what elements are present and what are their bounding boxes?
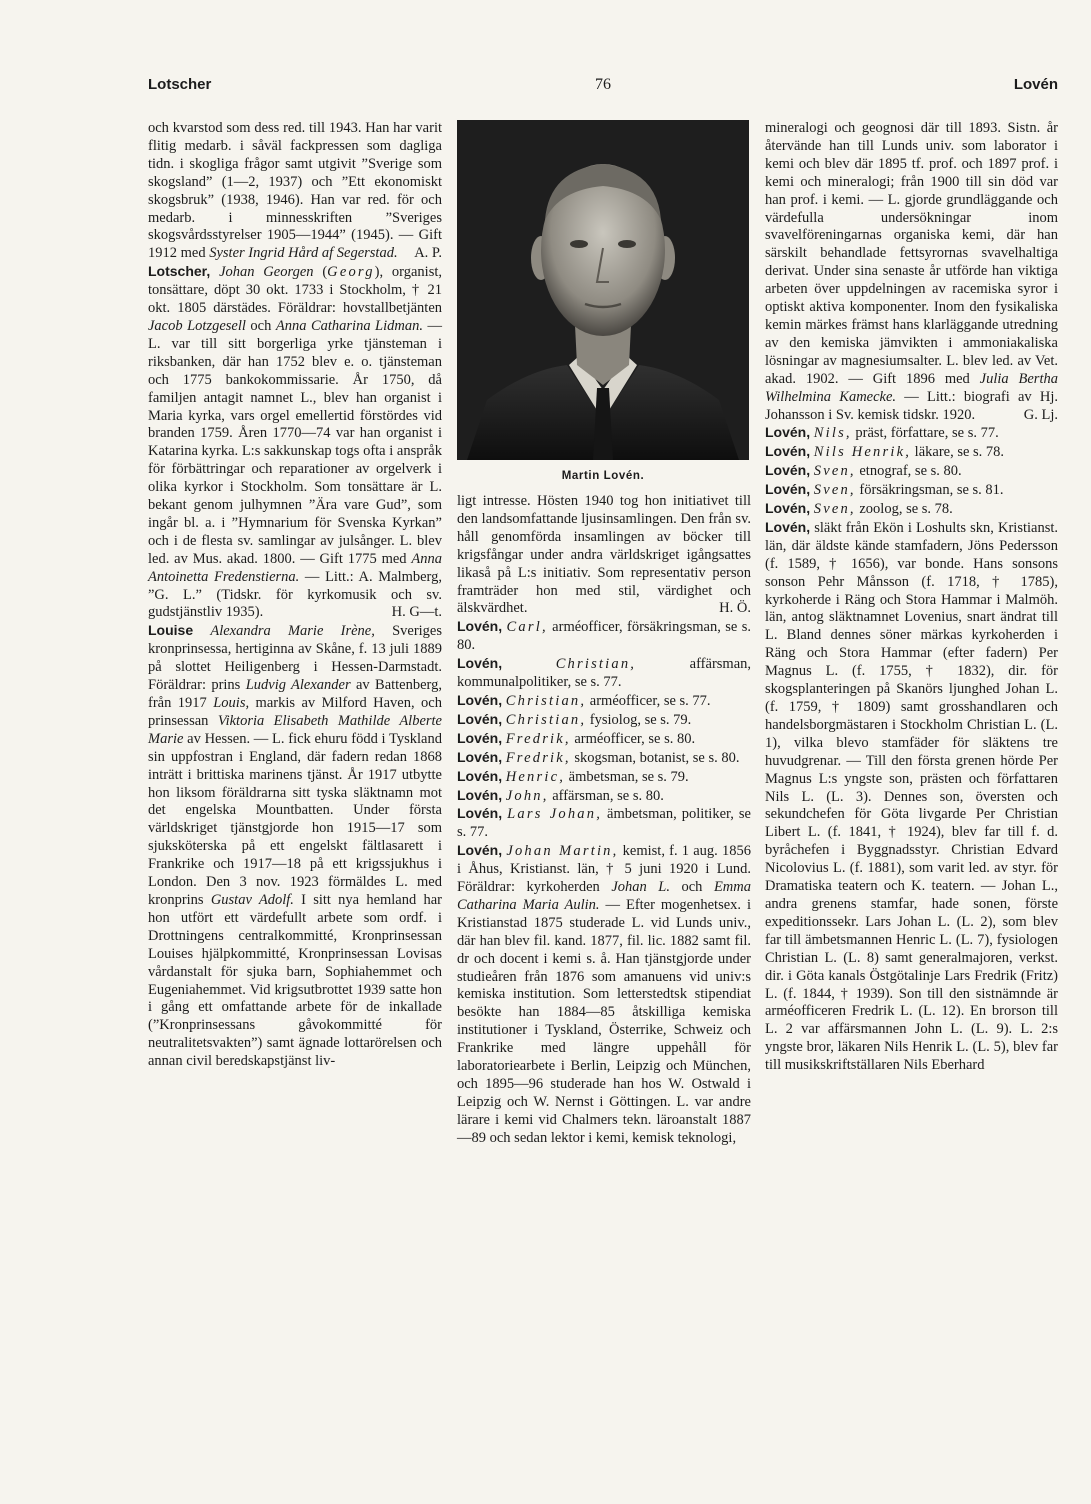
paragraph: mineralogi och geognosi där till 1893. Sistn. år återvände han till Lunds univ. som laborator i kemi och blev där 1895 tf. prof. och 1897 prof. i kemi och mineralogi; från 1900 till sin död var han prof. i kemi. — L. gjorde grundläggande och värdefulla undersökningar inom svavelföreningarnas organiska kemi, där han särskilt behandlade fettsyrornas svavelhaltiga derivat. Under sina senaste år utförde han viktiga arbeten över uppdelningen av racemiska syror i optiskt aktiva komponenter. Inom den fysikaliska kemin märkes främst hans klarläggande utredning av den kemiska jämvikten i ammoniakaliska lösningar av magnesiumsalter. L. blev led. av Vet. akad. 1902. — Gift 1896 med Julia Bertha Wilhelmina Kamecke. — Litt.: biografi av Hj. Johansson i Sv. kemisk tidskr. 1920. G. Lj.	[765, 120, 1059, 423]
signature: H. G—t.	[391, 604, 442, 621]
cross-reference: Lovén, Fredrik, skogsman, botanist, se s. 80.	[457, 748, 740, 766]
column-right	[765, 120, 1058, 1075]
cross-reference: Lovén, Nils Henrik, läkare, se s. 78.	[765, 443, 1005, 461]
cross-reference: Lovén, Sven, zoolog, se s. 78.	[765, 500, 953, 518]
entry-johan-martin: Lovén, Johan Martin, kemist, f. 1 aug. 1856 i Åhus, Kristianst. län, † 5 juni 1920 i Lund. Föräldrar: kyrkoherden Johan L. och Emma Catharina Maria Aulin. — Efter mogenhetsex. i Kristianstad 1875 studerade L. vid Lunds univ., där han blev fil. kand. 1877, fil. lic. 1882 samt fil. dr och docent i kemi s. å. Han tjänstgjorde under studieåren från 1876 som amanuens vid univ:s kemiska institution. Som letterstedtsk stipendiat besökte han 1884—85 åtskilliga kemiska institutioner i Tyskland, Österrike, Schweiz och Frankrike med längre uppehåll för laboratoriearbete i Berlin, Leipzig och München, och 1895—96 studerade han hos W. Ostwald i Leipzig och W. Nernst i Göttingen. L. var andre lärare i kemi vid Chalmers tekn. läroanstalt 1887—89 och sedan lektor i kemi, kemisk teknologi,	[457, 842, 752, 1146]
entry-headword: Lotscher,	[148, 263, 211, 280]
signature: G. Lj.	[1023, 406, 1058, 423]
entry-loven-family: Lovén, släkt från Ekön i Loshults skn, Kristianst. län, där äldste kände stamfadern, Jöns Pedersson (f. 1589, † 1656), var bonde. Hans sonsons sonson Pehr Månsson (f. 1718, † 1785), kyrkoherde i Räng och Stora Hammar i Malmöh. län, antog släktnamnet Lovenius, snart ändrat till L. Bland dennes söner märkas kyrkoherden i Räng och Stora Hammar (efter fadern) Per Magnus L. (f. 1755, † 1832), dir. för skogsplanteringen på Skanörs ljunghed Johan L. (f. 1759, † 1809) samt grosshandlaren och handelsborgmästaren i Stockholm Christian L. (L. 1), vilka blevo stamfäder för släktens tre huvudgrenar. — Till den första grenen hörde Per Magnus L:s yngste son, prästen och författaren Nils L. (L. 3). Dennes son, översten och sekundchefen för Göta livgarde Per Christian Libert L. (f. 1841, † 1924), blev far till f. d. byråchefen i Byggnadsstyr. Christian Edvard Nicolovius L. (f. 1881), som varit led. av styr. för Dramatiska teatern och K. teatern. — Johan L., andra grenens stamfar, hade sonen, förste expeditionssekr. Lars Johan L. (L. 2), som blev far till ämbetsmannen Henric L. (L. 7), fysiologen Christian L. (L. 8) samt generalmajoren, verkst. dir. i Göta kanals Östgötalinje Lars Fredrik (Fritz) L. (f. 1844, † 1939). Son till den sistnämnde är arméofficeren Fredrik L. (L. 12). En brorson till L. 2 var affärsmannen John L. (L. 9). L. 2:s yngste bror, läkaren Nils Henrik L. (L. 5), blev far till musikskriftställaren Nils Eberhard	[765, 518, 1058, 1074]
paragraph: och kvarstod som dess red. till 1943. Han har varit flitig medarb. i såväl fackpressen som dagliga tidn. i skogliga frågor samt utgivit ”Sverige som skogsland” (1—2, 1937) och ”Ett ekonomiskt skogsbruk” (1938, 1946). Han var red. för och medarb. i minnesskriften ”Sveriges skogsvårdsstyrelser 1905—1944” (1945). — Gift 1912 med Syster Ingrid Hård af Segerstad. A. P.	[148, 120, 442, 262]
running-header	[148, 76, 1058, 98]
paragraph: ligt intresse. Hösten 1940 tog hon initiativet till den landsomfattande ljusinsamlingen. Den från sv. håll genomförda insamlingen av böcker till krigsfångar under andra världskriget igångsattes likaså på L:s initiativ. Som representativ person framträder hon med stil, värdighet och älskvärdhet. H. Ö.	[457, 493, 751, 617]
page-number: 76	[595, 76, 611, 93]
entry-headword: Lovén,	[457, 842, 503, 859]
signature: H. Ö.	[719, 600, 751, 617]
cross-reference: Lovén, Lars Johan, ämbetsman, politiker, se s. 77.	[457, 805, 751, 841]
cross-reference: Lovén, Henric, ämbetsman, se s. 79.	[457, 767, 689, 785]
portrait-illustration	[457, 120, 749, 460]
cross-reference: Lovén, Fredrik, arméofficer, se s. 80.	[457, 729, 696, 747]
column-middle	[457, 493, 751, 1148]
entry-headword: Lovén,	[765, 518, 811, 535]
cross-reference: Lovén, Sven, etnograf, se s. 80.	[765, 462, 962, 480]
cross-reference: Lovén, Christian, fysiolog, se s. 79.	[457, 710, 692, 728]
cross-reference: Lovén, Nils, präst, författare, se s. 77.	[765, 424, 999, 442]
signature: A. P.	[414, 245, 442, 262]
header-left-word: Lotscher	[148, 76, 212, 93]
portrait-photo	[457, 120, 749, 460]
cross-reference: Lovén, Sven, försäkringsman, se s. 81.	[765, 481, 1004, 499]
photo-caption: Martin Lovén.	[561, 470, 645, 482]
cross-reference: Lovén, Christian, arméofficer, se s. 77.	[457, 691, 711, 709]
entry-lotscher: Lotscher, Johan Georgen (Georg), organist, tonsättare, döpt 30 okt. 1733 i Stockholm, † 21 okt. 1805 därstädes. Föräldrar: hovstallbetjänten Jacob Lotzgesell och Anna Catharina Lidman. — L. var till sitt borgerliga yrke tjänsteman i riksbanken, där han 1752 blev e. o. tjänsteman och 1775 bankokommissarie. År 1750, då familjen antagit namnet L., blev han organist i Maria kyrka, vars orgel emellertid förstördes vid branden 1759. Åren 1770—74 var han organist i Katarina kyrka. L:s sakkunskap togs ofta i anspråk för förbättringar och reparationer av orgelverk i olika kyrkor i Stockholm. Som tonsättare är L. bekant genom julhymnen ”Ära vare Gud”, som ingår bl. a. i ”Hymnarium för Svenska Kyrkan” och i de flesta sv. samlingar av julsånger. L. blev led. av Mus. akad. 1800. — Gift 1775 med Anna Antoinetta Fredenstierna. — Litt.: A. Malmberg, ”G. L.” (Tidskr. för kyrkomusik och sv. gudstjänstliv 1935). H. G—t.	[148, 263, 443, 621]
header-right-word: Lovén	[1013, 76, 1058, 93]
entry-headword: Louise	[148, 622, 194, 639]
entry-louise: Louise Alexandra Marie Irène, Sveriges kronprinsessa, hertiginna av Skåne, f. 13 juli 1889 på slottet Heiligenberg i Hessen-Darmstadt. Föräldrar: prins Ludvig Alexander av Battenberg, från 1917 Louis, markis av Milford Haven, och prinsessan Viktoria Elisabeth Mathilde Alberte Marie av Hessen. — L. fick ehuru född i Tyskland sin uppfostran i England, där fadern redan 1868 inträtt i brittiska marinens tjänst. År 1917 utbytte hon liksom föräldrarna sitt tyska släktnamn mot det engelska Mountbatten. Under första världskriget tjänstgjorde hon 1915—17 som sjuksköterska på ett engelskt fältlasarett i Frankrike och 1917—18 på ett krigssjukhus i London. Den 3 nov. 1923 förmäldes L. med kronprins Gustav Adolf. I sitt nya hemland har hon utfört ett värdefullt arbete som ordf. i Drottningens centralkommitté, Kronprinsessan Louises hjälpkommitté, Kronprinsessan Lovisas vårdanstalt för sjuka barn, Sophiahemmet och Eugeniahemmet. Vid krigsutbrottet 1939 satte hon i gång ett omfattande arbete för de inkallade (”Kronprinsessans gåvokommitté för neutralitetsvakten”) samt ägnade lottarörelsen och annan civil beredskapstjänst liv-	[148, 622, 442, 1070]
cross-reference: Lovén, Christian, affärsman, kommunalpolitiker, se s. 77.	[457, 655, 751, 691]
cross-reference: Lovén, John, affärsman, se s. 80.	[457, 786, 664, 804]
cross-reference: Lovén, Carl, arméofficer, försäkringsman, se s. 80.	[457, 618, 751, 654]
column-left	[148, 120, 442, 1071]
